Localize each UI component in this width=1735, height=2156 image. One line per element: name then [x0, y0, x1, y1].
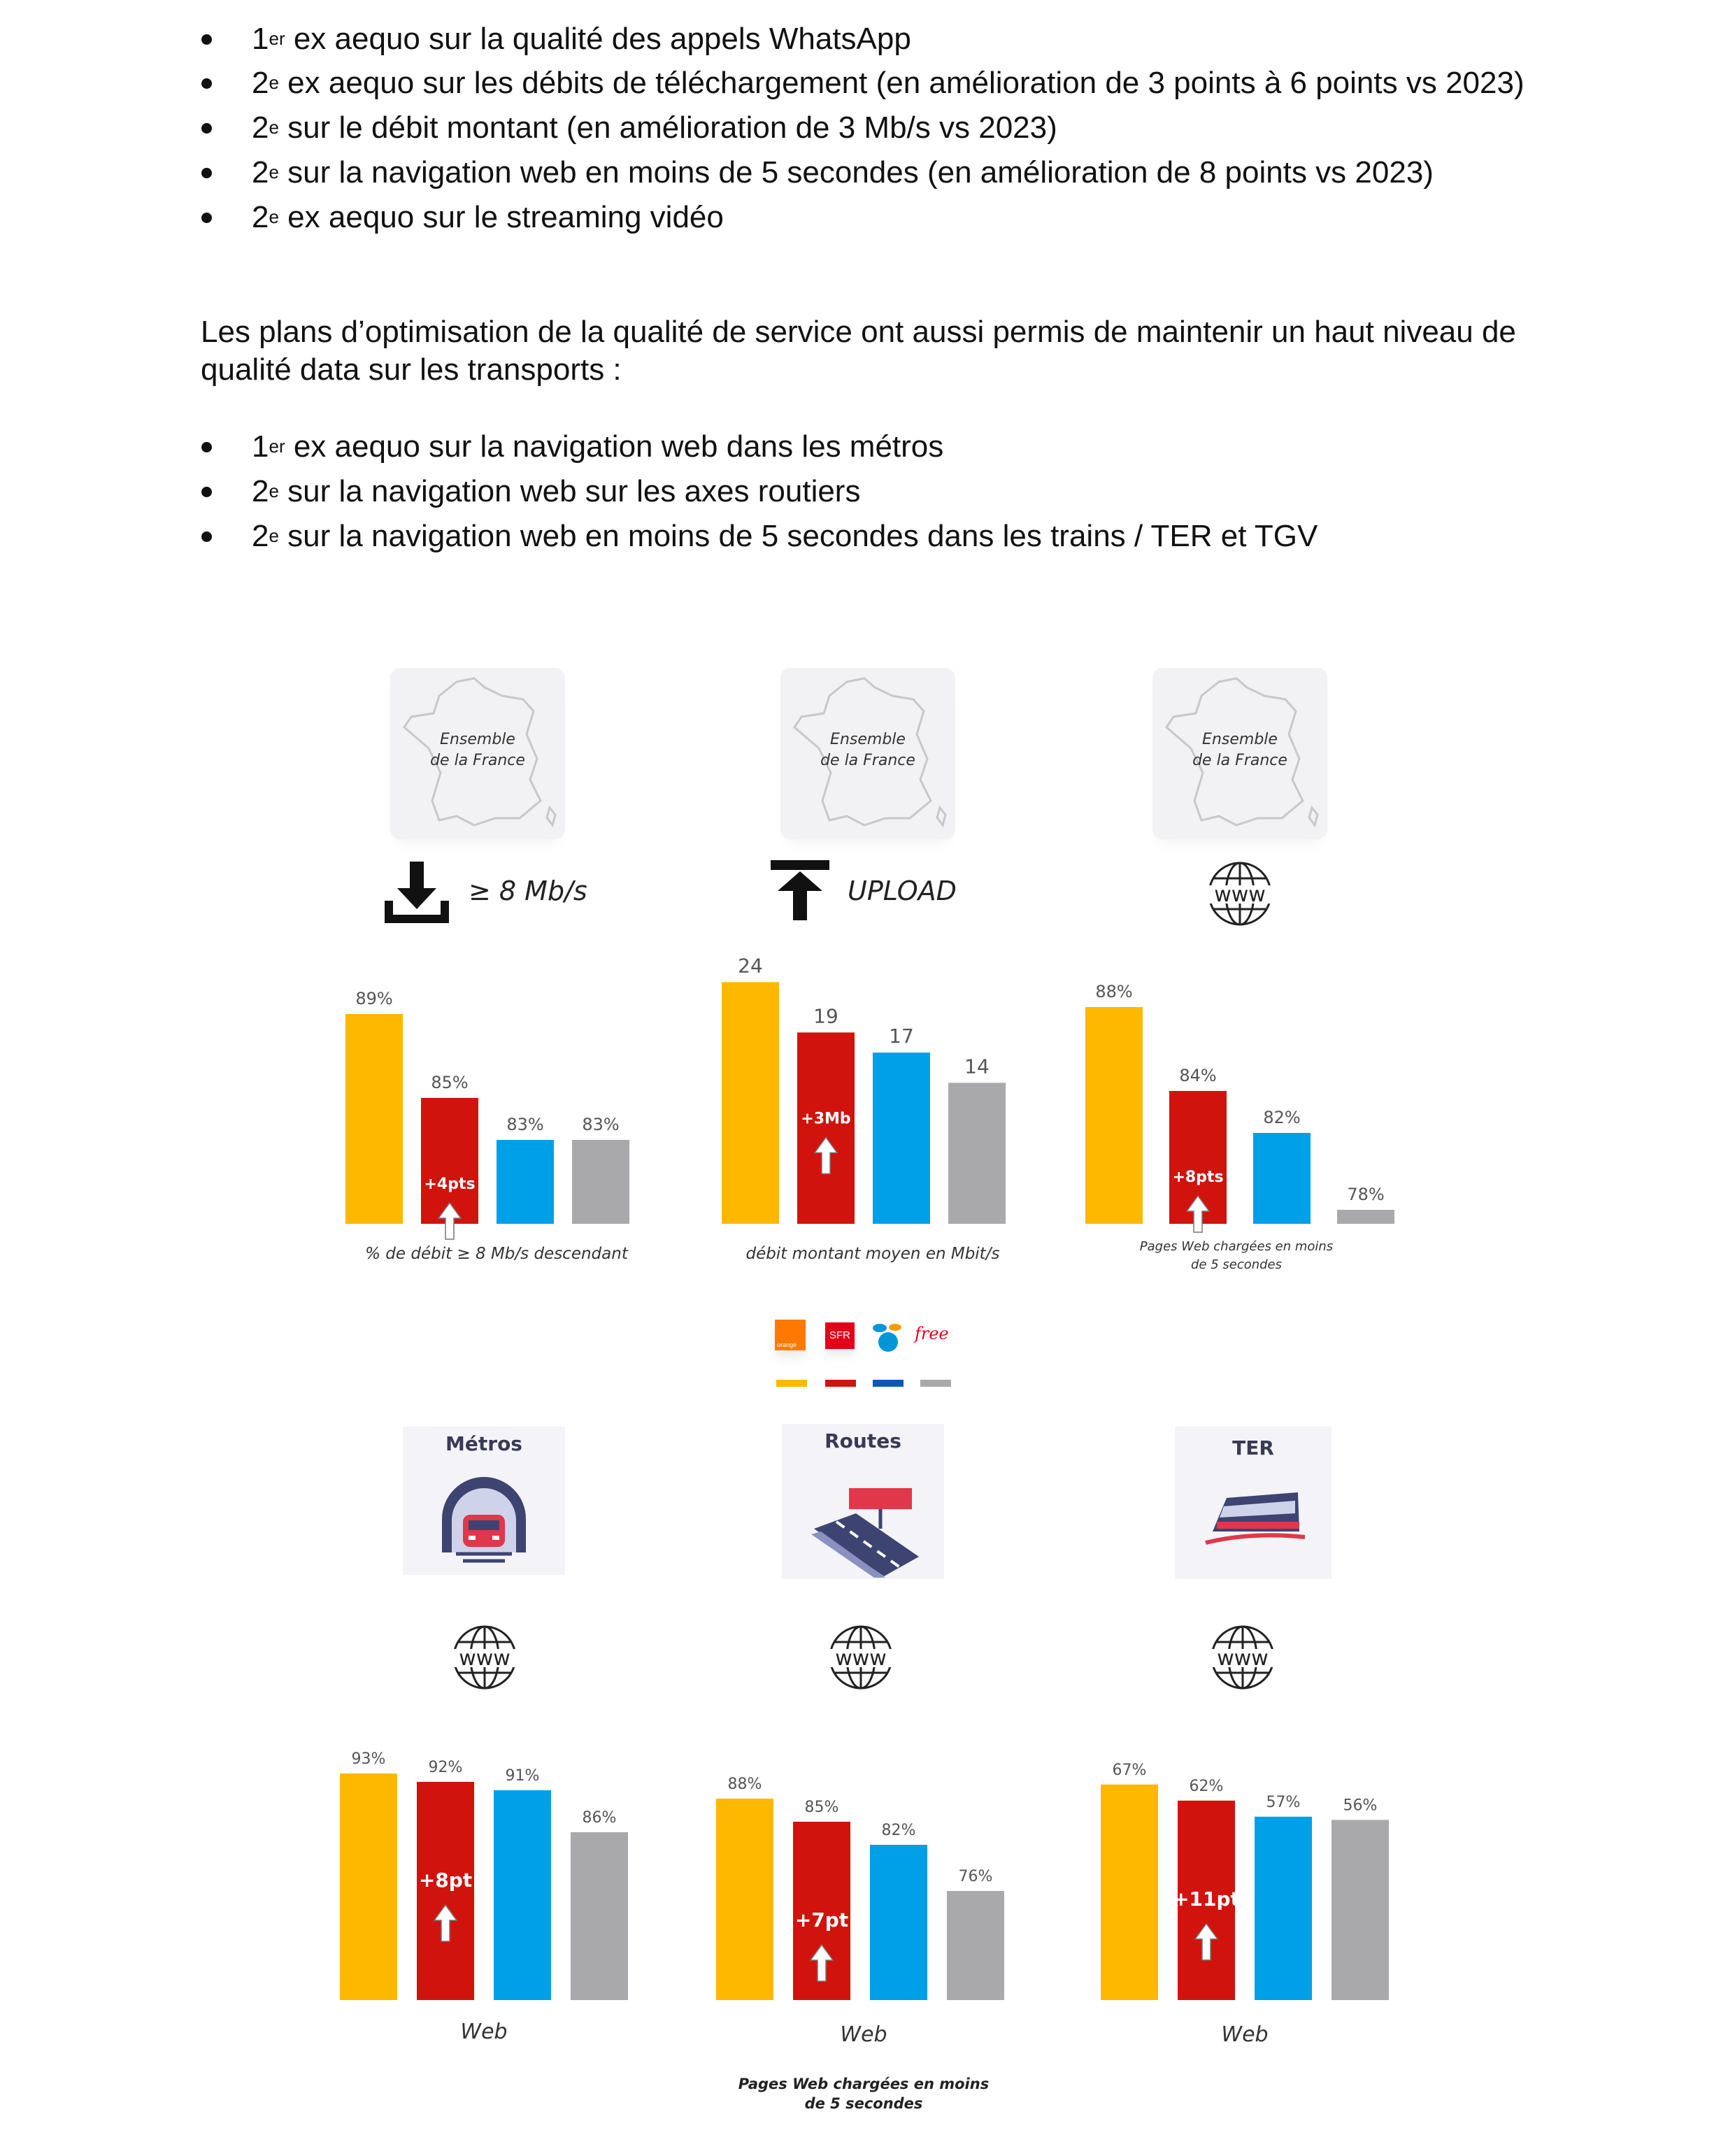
legend-swatch-orange	[776, 1380, 807, 1387]
bar-value-label: 88%	[1095, 982, 1133, 1001]
bar-orange	[1085, 1007, 1143, 1224]
bar-orange	[1101, 1785, 1158, 2000]
transport-card-routes	[782, 1424, 944, 1579]
body-paragraph: Les plans d’optimisation de la qualité de service ont aussi permis de maintenir un haut niveau de qualité data sur les transports :	[201, 315, 1516, 387]
metros-web-chart	[323, 1734, 659, 2007]
map-label: Ensemble de la France	[430, 731, 525, 769]
bullet-text: ex aequo sur la qualité des appels WhatsApp	[285, 22, 911, 56]
globe-www-icon	[822, 1622, 899, 1692]
bar-free	[947, 1891, 1004, 2000]
transport-label: TER	[1232, 1436, 1274, 1459]
bullet-ordinal: er	[269, 28, 285, 49]
bar-value-label: 88%	[727, 1776, 762, 1793]
bar-value-label: 62%	[1189, 1777, 1224, 1795]
chart-caption: % de débit ≥ 8 Mb/s descendant	[365, 1245, 628, 1263]
web-browsing-chart	[1069, 937, 1404, 1273]
bar-value-label: 82%	[1263, 1108, 1301, 1127]
bullet-number: 1	[252, 429, 269, 464]
map-label: Ensemble de la France	[1192, 731, 1287, 769]
bar-value-label: 17	[889, 1025, 914, 1048]
bar-value-label: 86%	[582, 1809, 617, 1827]
transport-label: Routes	[824, 1429, 901, 1452]
www-text: www	[835, 1646, 887, 1671]
upload-speed-chart	[705, 937, 1041, 1273]
chart-caption: débit montant moyen en Mbit/s	[745, 1245, 1000, 1263]
www-text: www	[459, 1646, 510, 1671]
bullet-ordinal: e	[269, 117, 279, 138]
upload-icon	[766, 857, 834, 924]
train-icon	[1203, 1483, 1308, 1559]
bullet-number: 1	[252, 22, 269, 56]
improvement-badge: +8pt	[418, 1869, 473, 1892]
bar-orange	[716, 1799, 773, 2000]
download-speed-chart	[329, 937, 664, 1273]
bar-bouygues	[1253, 1133, 1311, 1224]
bar-value-label: 83%	[582, 1115, 620, 1134]
bullet-text: sur le débit montant (en amélioration de 3 Mb/s vs 2023)	[278, 110, 1057, 145]
chart-caption: Web	[840, 2022, 887, 2047]
bar-free	[948, 1083, 1006, 1224]
bar-free	[1337, 1210, 1394, 1224]
bullet-number: 2	[252, 474, 269, 508]
orange-logo	[775, 1320, 806, 1350]
legend-swatch-free	[920, 1380, 951, 1387]
bar-orange	[722, 982, 779, 1224]
map-label: Ensemble de la France	[820, 731, 915, 769]
bar-bouygues	[497, 1140, 554, 1224]
legend-swatch-bouygues	[873, 1380, 904, 1387]
bullet-text: ex aequo sur les débits de téléchargement (en amélioration de 3 points à 6 points vs 2023)	[278, 66, 1525, 100]
bar-bouygues	[870, 1845, 927, 2000]
bar-value-label: 93%	[351, 1750, 386, 1768]
bouygues-logo	[870, 1321, 906, 1353]
france-map-card	[780, 668, 955, 839]
bullet-ordinal: er	[269, 436, 285, 457]
bullet-ordinal: e	[269, 162, 279, 183]
chart-caption: Pages Web chargées en moins de 5 secondes	[1139, 1239, 1334, 1272]
bar-free	[1331, 1820, 1389, 2000]
france-map-card	[1152, 668, 1327, 839]
transport-card-metros	[403, 1427, 565, 1575]
sfr-logo: SFR	[825, 1322, 855, 1349]
bullet-number: 2	[252, 66, 269, 100]
bullet-number: 2	[252, 200, 269, 234]
bullet-ordinal: e	[269, 72, 279, 93]
bar-free	[572, 1140, 629, 1224]
bullet-number: 2	[252, 519, 269, 553]
bar-value-label: 91%	[505, 1767, 540, 1785]
bar-value-label: 57%	[1266, 1793, 1301, 1811]
bullet-text: ex aequo sur la navigation web dans les métros	[285, 429, 944, 464]
bar-value-label: 85%	[431, 1073, 469, 1092]
bullet-number: 2	[252, 110, 269, 145]
bar-bouygues	[873, 1052, 930, 1224]
bar-bouygues	[1255, 1817, 1312, 2000]
ter-web-chart	[1084, 1734, 1420, 2007]
metro-icon	[435, 1476, 533, 1566]
operator-legend	[772, 1318, 1010, 1395]
bar-value-label: 14	[964, 1055, 990, 1078]
bar-value-label: 85%	[804, 1799, 839, 1816]
bar-value-label: 67%	[1112, 1761, 1147, 1779]
routes-web-chart	[699, 1734, 1035, 2007]
bar-free	[571, 1832, 628, 2000]
bar-value-label: 89%	[355, 989, 393, 1008]
upload-label: UPLOAD	[848, 876, 957, 906]
bullet-ordinal: e	[269, 206, 279, 227]
bullet-text: sur la navigation web sur les axes routiers	[278, 474, 861, 508]
bar-value-label: 92%	[428, 1759, 463, 1776]
chart-caption: Web	[1221, 2022, 1269, 2047]
improvement-badge: +4pts	[424, 1176, 476, 1193]
bar-value-label: 19	[813, 1004, 838, 1028]
bar-value-label: 56%	[1343, 1797, 1378, 1815]
bar-value-label: 82%	[881, 1822, 916, 1839]
bar-value-label: 84%	[1179, 1066, 1217, 1085]
bullet-ordinal: e	[269, 480, 279, 501]
bar-orange	[345, 1014, 403, 1224]
bullet-text: sur la navigation web en moins de 5 secondes (en amélioration de 8 points vs 2023)	[278, 155, 1434, 190]
bar-orange	[340, 1773, 397, 2000]
transport-label: Métros	[445, 1432, 522, 1455]
road-icon	[807, 1480, 926, 1578]
download-threshold-label: ≥ 8 Mb/s	[469, 876, 587, 906]
bar-value-label: 76%	[958, 1868, 993, 1885]
bar-SFR	[797, 1032, 855, 1224]
bar-value-label: 78%	[1347, 1185, 1385, 1204]
chart-caption: Web	[460, 2020, 508, 2044]
orange-logo-text: orange	[777, 1341, 797, 1348]
bar-value-label: 24	[738, 954, 763, 978]
globe-www-icon	[1204, 1622, 1281, 1692]
globe-www-icon	[1201, 859, 1278, 929]
download-icon	[383, 859, 450, 926]
bullet-number: 2	[252, 155, 269, 190]
bar-value-label: 83%	[506, 1115, 544, 1134]
france-map-card	[390, 668, 565, 839]
www-text: www	[1214, 883, 1266, 907]
improvement-badge: +3Mb	[801, 1110, 851, 1128]
improvement-badge: +7pt	[794, 1908, 849, 1932]
improvement-badge: +11pt	[1173, 1887, 1240, 1911]
bottom-caption: Pages Web chargées en moins de 5 secondes	[738, 2076, 990, 2112]
bar-bouygues	[494, 1790, 551, 2000]
transport-card-ter	[1175, 1427, 1331, 1579]
bullet-text: ex aequo sur le streaming vidéo	[278, 200, 724, 234]
bullet-ordinal: e	[269, 525, 279, 546]
globe-www-icon	[446, 1622, 523, 1692]
legend-swatch-sfr	[825, 1380, 856, 1387]
improvement-badge: +8pts	[1172, 1169, 1224, 1186]
bullet-text: sur la navigation web en moins de 5 secondes dans les trains / TER et TGV	[278, 519, 1318, 553]
free-logo: free	[915, 1324, 949, 1343]
www-text: www	[1217, 1646, 1269, 1671]
